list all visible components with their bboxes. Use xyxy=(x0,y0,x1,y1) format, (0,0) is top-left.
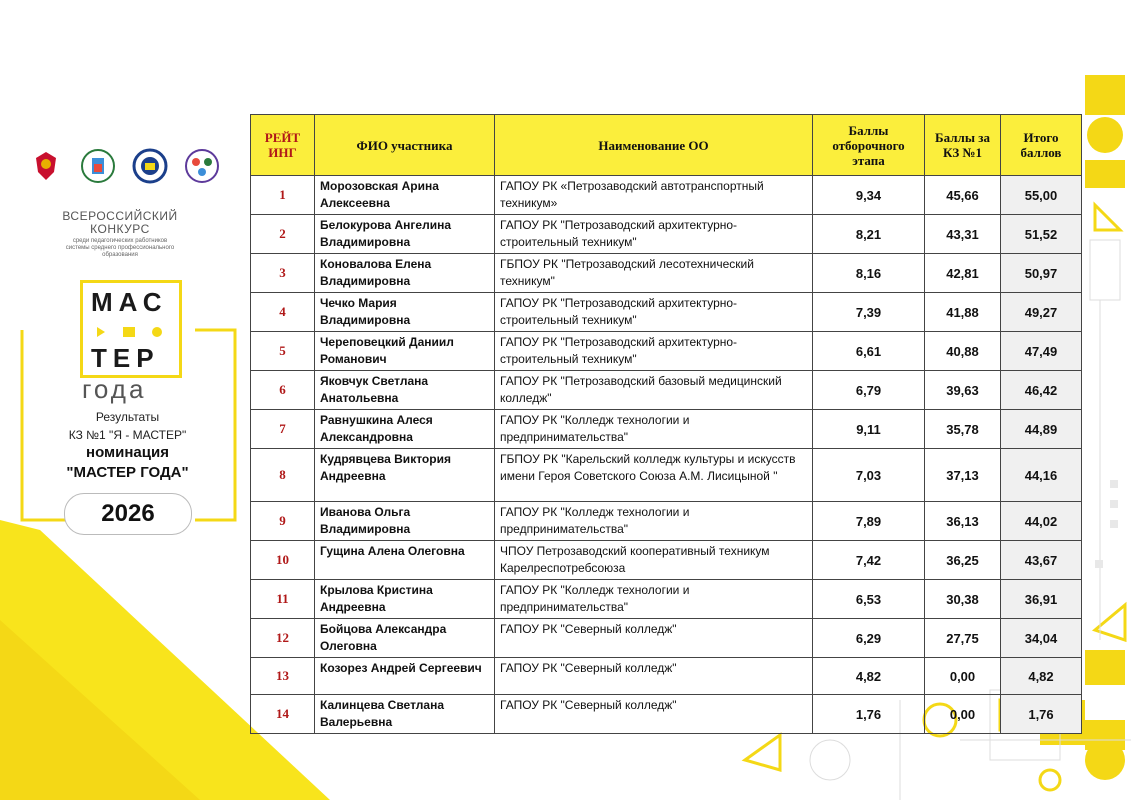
total-points: 44,16 xyxy=(1001,449,1082,502)
contest-title xyxy=(40,210,200,236)
table-row xyxy=(251,619,1082,658)
qualifying-points: 9,34 xyxy=(813,176,925,215)
participant-name: Яковчук Светлана Анатольевна xyxy=(315,371,495,410)
qualifying-points: 7,39 xyxy=(813,293,925,332)
qualifying-points: 7,89 xyxy=(813,502,925,541)
rank-cell: 13 xyxy=(251,658,315,695)
organization-name: ГАПОУ РК "Петрозаводский архитектурно-строительный техникум" xyxy=(495,332,813,371)
organization-name: ГАПОУ РК «Петрозаводский автотранспортный техникум» xyxy=(495,176,813,215)
participant-name: Гущина Алена Олеговна xyxy=(315,541,495,580)
organization-name: ГБПОУ РК "Петрозаводский лесотехнический техникум" xyxy=(495,254,813,293)
results-table xyxy=(250,114,1082,734)
organization-name: ЧПОУ Петрозаводский кооперативный техникум Карелреспотребсоюза xyxy=(495,541,813,580)
contest-subtitle-line-2: системы среднего профессионального xyxy=(65,245,175,251)
kz1-points: 35,78 xyxy=(925,410,1001,449)
qualifying-points: 1,76 xyxy=(813,695,925,734)
qualifying-points: 6,61 xyxy=(813,332,925,371)
table-row xyxy=(251,695,1082,734)
qualifying-points: 6,53 xyxy=(813,580,925,619)
kz1-points: 27,75 xyxy=(925,619,1001,658)
logo-row xyxy=(28,148,228,188)
rank-cell: 2 xyxy=(251,215,315,254)
header-total-points: Итого баллов xyxy=(1001,115,1082,176)
total-points: 1,76 xyxy=(1001,695,1082,734)
rank-cell: 3 xyxy=(251,254,315,293)
table-header-row xyxy=(251,115,1082,176)
rank-cell: 1 xyxy=(251,176,315,215)
participant-name: Коновалова Елена Владимировна xyxy=(315,254,495,293)
contest-title-line-2: КОНКУРС xyxy=(90,222,150,236)
table-row xyxy=(251,332,1082,371)
participant-name: Калинцева Светлана Валерьевна xyxy=(315,695,495,734)
contest-title-line-1: ВСЕРОССИЙСКИЙ xyxy=(62,209,178,223)
qualifying-points: 6,29 xyxy=(813,619,925,658)
qualifying-points: 6,79 xyxy=(813,371,925,410)
institute-logo-icon xyxy=(132,148,168,184)
organization-name: ГАПОУ РК "Петрозаводский архитектурно-строительный техникум" xyxy=(495,293,813,332)
contest-subtitle xyxy=(40,238,200,259)
organization-name: ГАПОУ РК "Колледж технологии и предпринимательства" xyxy=(495,580,813,619)
participant-name: Кудрявцева Виктория Андреевна xyxy=(315,449,495,502)
table-row xyxy=(251,176,1082,215)
organization-name: ГАПОУ РК "Петрозаводский архитектурно-строительный техникум" xyxy=(495,215,813,254)
qualifying-points: 7,03 xyxy=(813,449,925,502)
professionals-logo-icon xyxy=(184,148,220,184)
participant-name: Морозовская Арина Алексеевна xyxy=(315,176,495,215)
year-text: 2026 xyxy=(101,500,155,527)
qualifying-points: 8,21 xyxy=(813,215,925,254)
kz1-points: 45,66 xyxy=(925,176,1001,215)
table-row xyxy=(251,410,1082,449)
header-org: Наименование ОО xyxy=(495,115,813,176)
master-logo-bottom: ТЕР xyxy=(91,343,160,373)
kz1-points: 39,63 xyxy=(925,371,1001,410)
participant-name: Козорез Андрей Сергеевич xyxy=(315,658,495,695)
kz1-points: 43,31 xyxy=(925,215,1001,254)
table-row xyxy=(251,580,1082,619)
organization-name: ГАПОУ РК "Колледж технологии и предпринимательства" xyxy=(495,502,813,541)
total-points: 50,97 xyxy=(1001,254,1082,293)
rank-cell: 9 xyxy=(251,502,315,541)
master-logo xyxy=(80,280,182,378)
table-row xyxy=(251,658,1082,695)
organization-name: ГАПОУ РК "Северный колледж" xyxy=(495,658,813,695)
table-row xyxy=(251,371,1082,410)
total-points: 46,42 xyxy=(1001,371,1082,410)
total-points: 55,00 xyxy=(1001,176,1082,215)
table-row xyxy=(251,215,1082,254)
total-points: 36,91 xyxy=(1001,580,1082,619)
total-points: 34,04 xyxy=(1001,619,1082,658)
rank-cell: 10 xyxy=(251,541,315,580)
kz1-points: 36,13 xyxy=(925,502,1001,541)
rank-cell: 6 xyxy=(251,371,315,410)
kz1-points: 41,88 xyxy=(925,293,1001,332)
participant-name: Череповецкий Даниил Романович xyxy=(315,332,495,371)
rank-cell: 8 xyxy=(251,449,315,502)
qualifying-points: 4,82 xyxy=(813,658,925,695)
total-points: 47,49 xyxy=(1001,332,1082,371)
master-logo-top: МАС xyxy=(91,287,168,317)
branding-panel xyxy=(0,140,250,560)
participant-name: Белокурова Ангелина Владимировна xyxy=(315,215,495,254)
table-row xyxy=(251,293,1082,332)
organization-name: ГАПОУ РК "Колледж технологии и предпринимательства" xyxy=(495,410,813,449)
results-label: Результаты xyxy=(95,410,160,424)
header-kz1-points: Баллы за КЗ №1 xyxy=(925,115,1001,176)
participant-name: Иванова Ольга Владимировна xyxy=(315,502,495,541)
kz1-points: 30,38 xyxy=(925,580,1001,619)
organization-name: ГАПОУ РК "Петрозаводский базовый медицинский колледж" xyxy=(495,371,813,410)
ministry-emblem-icon xyxy=(28,148,64,184)
participant-name: Крылова Кристина Андреевна xyxy=(315,580,495,619)
table-row xyxy=(251,449,1082,502)
header-rank: РЕЙТ ИНГ xyxy=(251,115,315,176)
stage-label: КЗ №1 "Я - МАСТЕР" xyxy=(68,428,187,442)
rank-cell: 14 xyxy=(251,695,315,734)
qualifying-points: 7,42 xyxy=(813,541,925,580)
contest-subtitle-line-1: среди педагогических работников xyxy=(72,238,168,244)
total-points: 44,89 xyxy=(1001,410,1082,449)
rank-cell: 12 xyxy=(251,619,315,658)
total-points: 51,52 xyxy=(1001,215,1082,254)
kz1-points: 0,00 xyxy=(925,695,1001,734)
kz1-points: 36,25 xyxy=(925,541,1001,580)
rank-cell: 7 xyxy=(251,410,315,449)
organization-name: ГБПОУ РК "Карельский колледж культуры и искусств имени Героя Советского Союза А.М. Лисицыной " xyxy=(495,449,813,502)
total-points: 44,02 xyxy=(1001,502,1082,541)
kz1-points: 42,81 xyxy=(925,254,1001,293)
table-row xyxy=(251,541,1082,580)
total-points: 4,82 xyxy=(1001,658,1082,695)
header-qualifying-points: Баллы отборочного этапа xyxy=(813,115,925,176)
kz1-points: 40,88 xyxy=(925,332,1001,371)
year-badge xyxy=(64,493,192,535)
nomination-label: номинация xyxy=(86,444,169,461)
association-logo-icon xyxy=(80,148,116,184)
total-points: 49,27 xyxy=(1001,293,1082,332)
rank-cell: 4 xyxy=(251,293,315,332)
kz1-points: 37,13 xyxy=(925,449,1001,502)
qualifying-points: 9,11 xyxy=(813,410,925,449)
master-logo-goda: года xyxy=(82,374,147,404)
participant-name: Чечко Мария Владимировна xyxy=(315,293,495,332)
organization-name: ГАПОУ РК "Северный колледж" xyxy=(495,695,813,734)
total-points: 43,67 xyxy=(1001,541,1082,580)
nomination-title: "МАСТЕР ГОДА" xyxy=(66,464,189,481)
contest-subtitle-line-3: образования xyxy=(102,252,138,258)
master-logo-shapes-icon xyxy=(93,325,169,339)
table-row xyxy=(251,254,1082,293)
qualifying-points: 8,16 xyxy=(813,254,925,293)
participant-name: Бойцова Александра Олеговна xyxy=(315,619,495,658)
organization-name: ГАПОУ РК "Северный колледж" xyxy=(495,619,813,658)
kz1-points: 0,00 xyxy=(925,658,1001,695)
table-row xyxy=(251,502,1082,541)
header-name: ФИО участника xyxy=(315,115,495,176)
rank-cell: 11 xyxy=(251,580,315,619)
participant-name: Равнушкина Алеся Александровна xyxy=(315,410,495,449)
rank-cell: 5 xyxy=(251,332,315,371)
